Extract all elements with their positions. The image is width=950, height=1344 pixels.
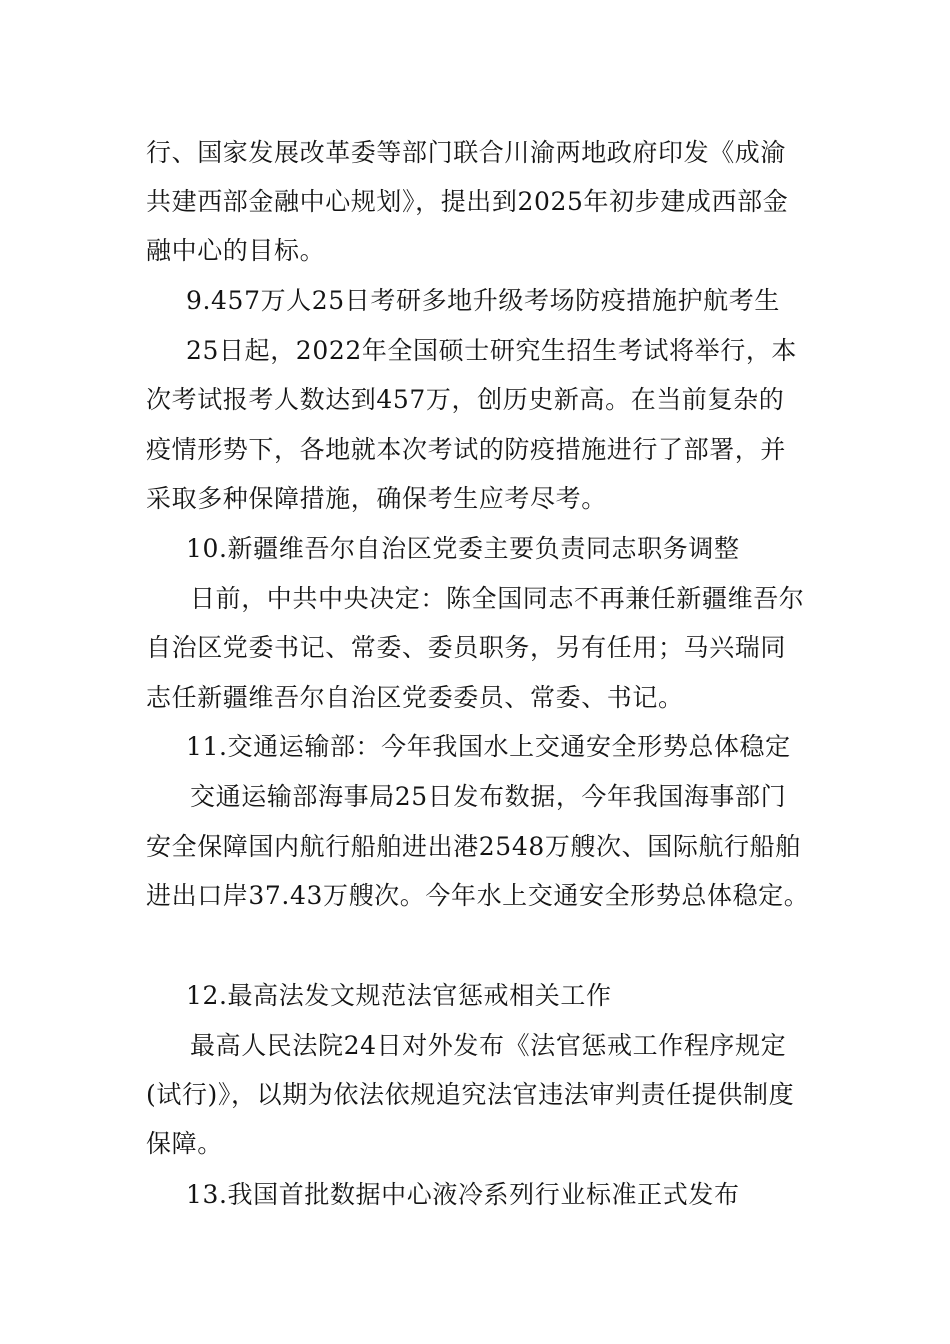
text-line: 次考试报考人数达到457万，创历史新高。在当前复杂的 — [146, 385, 785, 414]
text-line: (试行)》，以期为依法依规追究法官违法审判责任提供制度 — [146, 1080, 795, 1109]
text-line: 日前，中共中央决定：陈全国同志不再兼任新疆维吾尔 — [190, 584, 805, 613]
text-line: 融中心的目标。 — [146, 236, 326, 265]
text-line: 交通运输部海事局25日发布数据，今年我国海事部门 — [190, 782, 787, 811]
text-line: 25日起，2022年全国硕士研究生招生考试将举行，本 — [186, 336, 798, 365]
section-heading: 10.新疆维吾尔自治区党委主要负责同志职务调整 — [186, 534, 740, 563]
text-line: 进出口岸37.43万艘次。今年水上交通安全形势总体稳定。 — [146, 881, 810, 910]
text-line: 最高人民法院24日对外发布《法官惩戒工作程序规定 — [190, 1031, 787, 1060]
text-line: 共建西部金融中心规划》，提出到2025年初步建成西部金 — [146, 187, 789, 216]
section-heading: 9.457万人25日考研多地升级考场防疫措施护航考生 — [186, 286, 780, 315]
text-line: 志任新疆维吾尔自治区党委委员、常委、书记。 — [146, 683, 684, 712]
text-line: 行、国家发展改革委等部门联合川渝两地政府印发《成渝 — [146, 138, 787, 167]
section-heading: 11.交通运输部：今年我国水上交通安全形势总体稳定 — [186, 732, 791, 761]
text-line: 自治区党委书记、常委、委员职务，另有任用；马兴瑞同 — [146, 633, 787, 662]
section-heading: 13.我国首批数据中心液冷系列行业标准正式发布 — [186, 1180, 740, 1209]
text-line: 采取多种保障措施，确保考生应考尽考。 — [146, 484, 607, 513]
section-heading: 12.最高法发文规范法官惩戒相关工作 — [186, 981, 612, 1010]
text-line: 保障。 — [146, 1129, 223, 1158]
text-line: 疫情形势下，各地就本次考试的防疫措施进行了部署，并 — [146, 435, 787, 464]
text-line: 安全保障国内航行船舶进出港2548万艘次、国际航行船舶 — [146, 832, 801, 861]
